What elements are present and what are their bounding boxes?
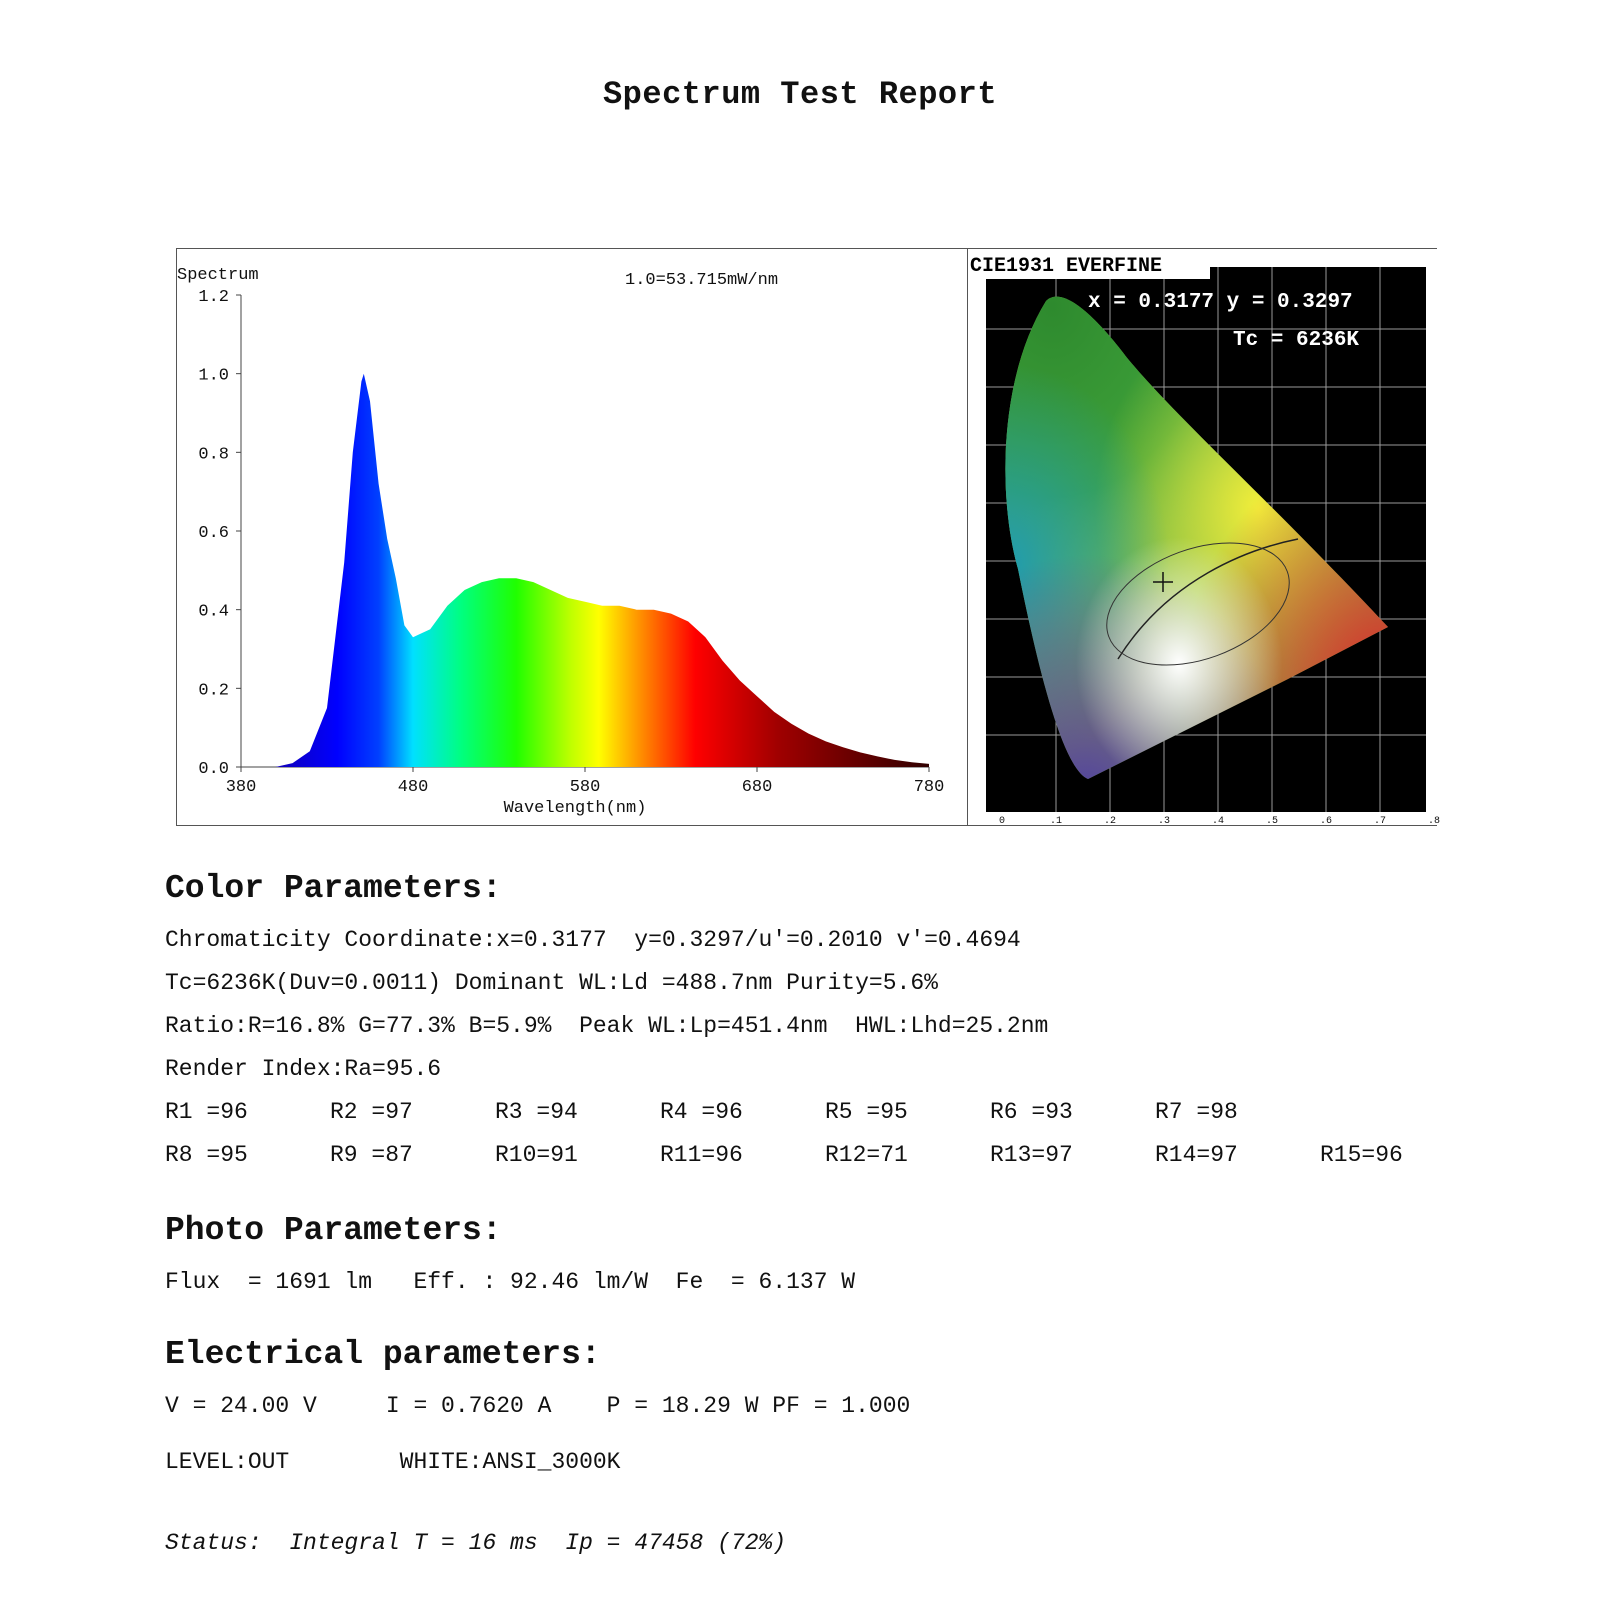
r-value: R7 =98 xyxy=(1155,1099,1238,1125)
x-tick-label: 680 xyxy=(741,778,773,797)
flux-line: Flux = 1691 lm Eff. : 92.46 lm/W Fe = 6.137 W xyxy=(165,1269,856,1295)
x-tick-label: 780 xyxy=(913,778,945,797)
cie-xy-readout: x = 0.3177 y = 0.3297 xyxy=(1088,291,1353,314)
cie-axis-tick-label: .2 xyxy=(1103,816,1117,827)
x-tick-label: 380 xyxy=(225,778,257,797)
electrical-line: V = 24.00 V I = 0.7620 A P = 18.29 W PF = 1.000 xyxy=(165,1393,911,1419)
render-index-line: Render Index:Ra=95.6 xyxy=(165,1056,442,1082)
x-tick-label: 480 xyxy=(397,778,429,797)
r-value: R8 =95 xyxy=(165,1142,248,1168)
spectrum-scale-note: 1.0=53.715mW/nm xyxy=(625,271,779,290)
r-value: R3 =94 xyxy=(495,1099,578,1125)
cie-x-ticks xyxy=(999,816,1440,827)
cie-axis-tick-label: .8 xyxy=(1427,816,1441,827)
spectrum-svg xyxy=(177,249,967,825)
figure-panel xyxy=(176,248,1441,827)
spectrum-x-label: Wavelength(nm) xyxy=(503,799,647,818)
spectrum-y-label: Spectrum xyxy=(177,266,259,285)
cie-header: CIE1931 EVERFINE xyxy=(970,255,1163,278)
color-params-heading: Color Parameters: xyxy=(165,870,502,907)
r-value: R15=96 xyxy=(1320,1142,1403,1168)
r-value: R9 =87 xyxy=(330,1142,413,1168)
r-value: R1 =96 xyxy=(165,1099,248,1125)
cie-axis-tick-label: .4 xyxy=(1211,816,1225,827)
r-value: R10=91 xyxy=(495,1142,578,1168)
tc-line: Tc=6236K(Duv=0.0011) Dominant WL:Ld =488.7nm Purity=5.6% xyxy=(165,970,938,996)
r-value: R6 =93 xyxy=(990,1099,1073,1125)
r-value: R11=96 xyxy=(660,1142,743,1168)
y-tick-label: 0.6 xyxy=(198,524,229,543)
cie-axis-tick-label: 0 xyxy=(998,816,1006,827)
y-tick-label: 1.0 xyxy=(198,366,229,386)
status-line: Status: Integral T = 16 ms Ip = 47458 (72%) xyxy=(165,1530,787,1556)
ratio-line: Ratio:R=16.8% G=77.3% B=5.9% Peak WL:Lp=451.4nm HWL:Lhd=25.2nm xyxy=(165,1013,1049,1039)
y-tick-label: 0.0 xyxy=(198,760,229,779)
cie-axis-tick-label: .5 xyxy=(1265,816,1279,827)
x-tick-group xyxy=(226,767,945,797)
cie-tc-readout: Tc = 6236K xyxy=(1233,329,1360,352)
chromaticity-line: Chromaticity Coordinate:x=0.3177 y=0.3297/u'=0.2010 v'=0.4694 xyxy=(165,927,1021,953)
cie-diagram xyxy=(967,249,1441,827)
r-value: R5 =95 xyxy=(825,1099,908,1125)
r-value: R13=97 xyxy=(990,1142,1073,1168)
r-value: R12=71 xyxy=(825,1142,908,1168)
x-tick-label: 580 xyxy=(569,778,601,797)
r-value: R14=97 xyxy=(1155,1142,1238,1168)
cie-axis-tick-label: .1 xyxy=(1049,816,1063,827)
cie-axis-tick-label: .7 xyxy=(1373,816,1387,827)
y-tick-group xyxy=(198,288,241,779)
photo-params-heading: Photo Parameters: xyxy=(165,1212,502,1249)
y-tick-label: 0.8 xyxy=(198,445,229,465)
report-title: Spectrum Test Report xyxy=(602,76,998,113)
cie-svg xyxy=(968,249,1441,827)
spectrum-area xyxy=(241,374,929,767)
electrical-params-heading: Electrical parameters: xyxy=(165,1336,601,1373)
r-value: R4 =96 xyxy=(660,1099,743,1125)
level-white-line: LEVEL:OUT WHITE:ANSI_3000K xyxy=(165,1449,621,1475)
spectrum-chart xyxy=(177,249,967,825)
y-tick-label: 0.4 xyxy=(198,602,229,622)
cie-axis-tick-label: .6 xyxy=(1319,816,1333,827)
r-value: R2 =97 xyxy=(330,1099,413,1125)
y-tick-label: 0.2 xyxy=(198,681,229,701)
y-tick-label: 1.2 xyxy=(198,288,229,307)
cie-axis-tick-label: .3 xyxy=(1157,816,1171,827)
